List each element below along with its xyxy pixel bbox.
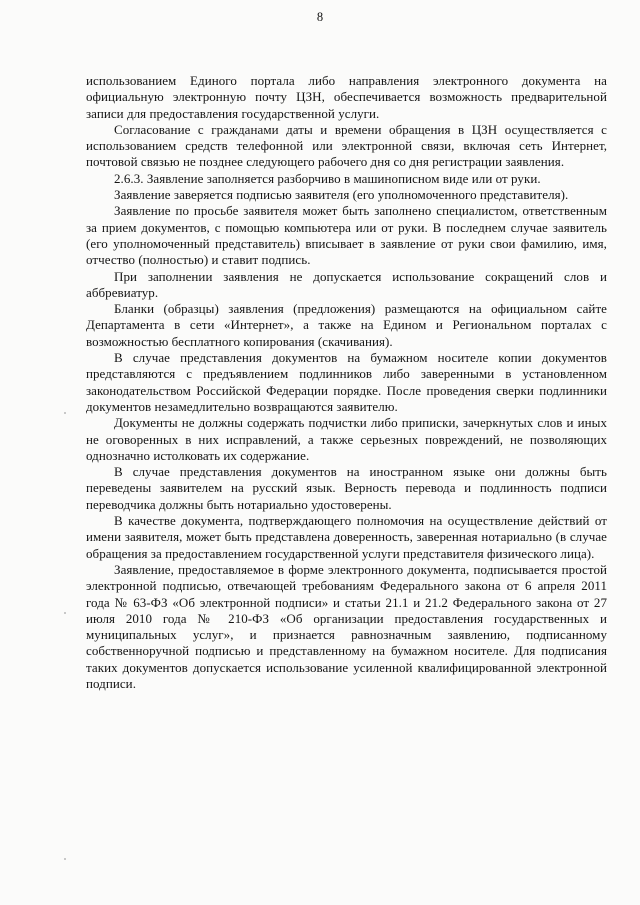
paragraph-no-corrections: Документы не должны содержать подчистки либо приписки, зачеркнутых слов и иных не оговоренных в них исправлений, а также серьезных повреждений, не позволяющих однозначно истолковать их содержание. [86, 415, 607, 463]
scan-margin-dot [64, 612, 66, 614]
paragraph-abbreviations: При заполнении заявления не допускается использование сокращений слов и аббревиатур. [86, 268, 607, 300]
scan-margin-dot [64, 412, 66, 414]
paragraph-scheduling: Согласование с гражданами даты и времени обращения в ЦЗН осуществляется с использованием средств телефонной или электронной связи, включая сеть Интернет, почтовой связью не позднее следующего рабочего дня со дня регистрации заявления. [86, 121, 607, 170]
paragraph-foreign-language: В случае представления документов на иностранном языке они должны быть переведены заявителем на русский язык. Верность перевода и подлинность подписи переводчика должны быть нотариально удостоверены. [86, 464, 607, 512]
paragraph-specialist-fill: Заявление по просьбе заявителя может быть заполнено специалистом, ответственным за прием документов, с помощью компьютера или от руки. В последнем случае заявитель (его уполномоченный представитель) вписывает в заявление от руки свои фамилию, имя, отчество (полностью) и ставит подпись. [86, 203, 607, 268]
paragraph-continuation: использованием Единого портала либо направления электронного документа на официальную электронную почту ЦЗН, обеспечивается возможность предварительной записи для предоставления государственной услуги. [86, 73, 607, 121]
paragraph-electronic-signature: Заявление, предоставляемое в форме электронного документа, подписывается простой электронной подписью, отвечающей требованиям Федерального закона от 6 апреля 2011 года № 63-ФЗ «Об электронной подписи» и статьи 21.1 и 21.2 Федерального закона от 27 июля 2010 года № 210-ФЗ «Об организации предоставления государственных и муниципальных услуг», и признается равнозначным заявлению, подписанному собственноручной подписью и представленному на бумажном носителе. Для подписания таких документов допускается использование усиленной квалифицированной электронной подписи. [86, 561, 607, 691]
paragraph-2-6-3: 2.6.3. Заявление заполняется разборчиво в машинописном виде или от руки. [114, 170, 541, 186]
page-number: 8 [316, 10, 324, 24]
paragraph-paper-copies: В случае представления документов на бумажном носителе копии документов представляются с предъявлением подлинников либо заверенными в установленном законодательством Российской Федерации порядке. После проведения сверки подлинники документов незамедлительно возвращаются заявителю. [86, 350, 607, 414]
scan-margin-dot [64, 858, 66, 860]
paragraph-signature: Заявление заверяется подписью заявителя (его уполномоченного представителя). [114, 187, 569, 203]
document-body [86, 73, 607, 692]
paragraph-blank-forms: Бланки (образцы) заявления (предложения) размещаются на официальном сайте Департамента в сети «Интернет», а также на Едином и Региональном порталах с возможностью бесплатного копирования (скачивания). [86, 301, 607, 349]
paragraph-power-of-attorney: В качестве документа, подтверждающего полномочия на осуществление действий от имени заявителя, может быть представлена доверенность, заверенная нотариально (в случае обращения за предоставлением государственной услуги представителя физического лица). [86, 513, 607, 561]
